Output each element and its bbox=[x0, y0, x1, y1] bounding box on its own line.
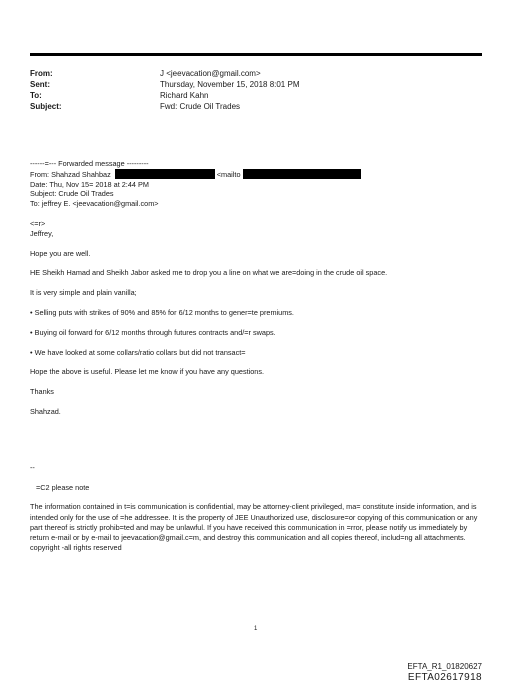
email-body bbox=[30, 159, 485, 553]
bullet-1: • Selling puts with strikes of 90% and 85% for 6/12 months to gener=te premiums. bbox=[30, 307, 294, 317]
sent-label: Sent: bbox=[30, 80, 50, 89]
thanks: Thanks bbox=[30, 387, 54, 397]
subject-label: Subject: bbox=[30, 102, 62, 111]
page-number: 1 bbox=[254, 626, 258, 632]
paragraph-4: Hope the above is useful. Please let me know if you have any questions. bbox=[30, 367, 265, 377]
forwarded-from-text: From: Shahzad Shahbaz bbox=[30, 169, 111, 179]
forwarded-date-line: Date: Thu, Nov 15= 2018 at 2:44 PM bbox=[30, 179, 149, 189]
separator-dashes: -- bbox=[30, 462, 35, 472]
signature: Shahzad. bbox=[30, 406, 61, 416]
redaction-box bbox=[243, 169, 361, 179]
from-label: From: bbox=[30, 69, 53, 78]
please-note: =C2 please note bbox=[36, 482, 90, 492]
paragraph-1: Hope you are well. bbox=[30, 248, 91, 258]
email-header bbox=[30, 68, 299, 112]
bates-number-secondary: EFTA02617918 bbox=[407, 672, 482, 683]
message-tag: <=r> bbox=[30, 218, 46, 228]
forwarded-marker: ------=--- Forwarded message --------- bbox=[30, 159, 149, 168]
bullet-3: • We have looked at some collars/ratio collars but did not transact= bbox=[30, 347, 246, 357]
forwarded-from-line bbox=[30, 169, 485, 180]
confidentiality-disclaimer: The information contained in t=is communication is confidential, may be attorney-client privileged, ma= constitute inside information, and is intended only for the use of =he addressee. It is the property of JEE Unauthorized use, disclosure=or copying of this communication or any part thereof is strictly prohib=ted and may be unlawful. If you have received this communication in =rror, please notify us immediately by return e-mail or by e-mail to jeevacation@gmail.c=m, and destroy this communication and all copies thereof, includ=ng all attachments. copyright -all rights reserved bbox=[30, 502, 478, 553]
header-to-row bbox=[30, 90, 299, 101]
header-rule bbox=[30, 53, 482, 56]
header-subject-row bbox=[30, 101, 299, 112]
mailto-text: <mailto bbox=[216, 169, 241, 179]
subject-value: Fwd: Crude Oil Trades bbox=[160, 102, 241, 111]
sent-value: Thursday, November 15, 2018 8:01 PM bbox=[160, 80, 300, 89]
bates-number-primary: EFTA_R1_01820627 bbox=[407, 662, 482, 671]
paragraph-3: It is very simple and plain vanilla; bbox=[30, 288, 137, 298]
bullet-2: • Buying oil forward for 6/12 months through futures contracts and/=r swaps. bbox=[30, 327, 276, 337]
forwarded-to-line: To: jeffrey E. <jeevacation@gmail.com> bbox=[30, 199, 159, 209]
greeting: Jeffrey, bbox=[30, 228, 54, 238]
forwarded-subject-line: Subject: Crude Oil Trades bbox=[30, 189, 114, 199]
header-sent-row bbox=[30, 79, 299, 90]
header-from-row bbox=[30, 68, 299, 79]
paragraph-2: HE Sheikh Hamad and Sheikh Jabor asked me to drop you a line on what we are=doing in the crude oil space. bbox=[30, 268, 388, 278]
to-label: To: bbox=[30, 91, 42, 100]
redaction-box bbox=[115, 169, 215, 179]
from-value: J <jeevacation@gmail.com> bbox=[160, 69, 261, 78]
to-value: Richard Kahn bbox=[160, 91, 209, 100]
